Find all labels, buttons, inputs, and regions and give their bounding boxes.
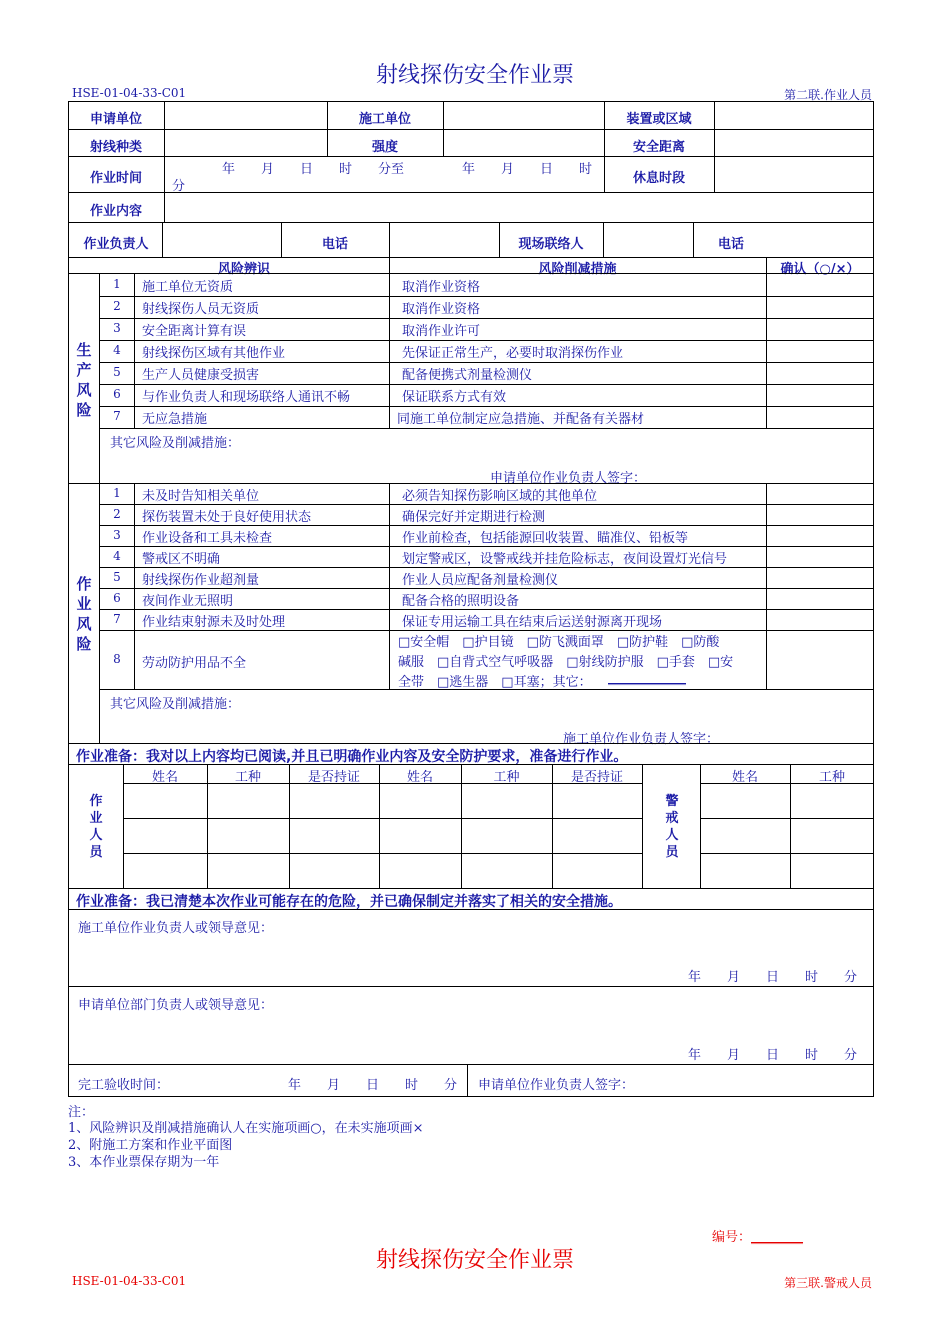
time-to[interactable]: 年 月 日 时 bbox=[462, 162, 593, 177]
risk-no: 3 bbox=[113, 528, 121, 542]
confirm-cell[interactable] bbox=[767, 568, 873, 587]
confirm-cell[interactable] bbox=[767, 407, 873, 427]
risk-no: 6 bbox=[113, 387, 121, 401]
measure-text: 取消作业资格 bbox=[402, 280, 481, 295]
work-time-label: 作业时间 bbox=[89, 171, 142, 186]
risk-no: 1 bbox=[113, 486, 121, 500]
work-content-label: 作业内容 bbox=[89, 204, 142, 219]
risk-no: 1 bbox=[113, 277, 121, 291]
page-title: 射线探伤安全作业票 bbox=[375, 63, 574, 88]
copy-label-3: 第三联.警戒人员 bbox=[784, 1276, 872, 1290]
measure-text: 保证专用运输工具在结束后运送射源离开现场 bbox=[402, 615, 663, 630]
risk-no: 7 bbox=[113, 612, 121, 626]
note-2: 2、附施工方案和作业平面图 bbox=[68, 1138, 233, 1153]
measure-text: 取消作业许可 bbox=[402, 324, 481, 339]
risk-text: 夜间作业无照明 bbox=[142, 594, 234, 609]
confirm-cell[interactable] bbox=[767, 341, 873, 361]
ppe-other-blank[interactable]: ____________ bbox=[608, 671, 686, 686]
col-cert: 是否持证 bbox=[307, 770, 360, 785]
risk-text: 未及时告知相关单位 bbox=[142, 489, 260, 504]
prep-statement-1: 作业准备：我对以上内容均已阅读,并且已明确作业内容及安全防护要求，准备进行作业。 bbox=[76, 749, 628, 765]
ppe-line3[interactable]: 全带 □逃生器 □耳塞；其它： bbox=[398, 675, 592, 690]
phone2-field[interactable] bbox=[770, 223, 873, 257]
col-name: 姓名 bbox=[406, 770, 433, 785]
confirm-cell[interactable] bbox=[767, 385, 873, 405]
guards-label: 警 戒 人 员 bbox=[665, 794, 679, 860]
risk-no: 5 bbox=[113, 365, 121, 379]
confirm-cell[interactable] bbox=[767, 547, 873, 566]
risk-no: 2 bbox=[113, 299, 121, 313]
prod-other-label: 其它风险及削减措施： bbox=[110, 436, 241, 451]
measure-text: 必须告知探伤影响区域的其他单位 bbox=[402, 489, 598, 504]
opinion1-date: 年 月 日 时 分 bbox=[688, 970, 858, 985]
measure-text: 确保完好并定期进行检测 bbox=[402, 510, 546, 525]
time-from[interactable]: 年 月 日 时 分至 bbox=[222, 162, 405, 177]
risk-text: 与作业负责人和现场联络人通讯不畅 bbox=[142, 390, 351, 405]
confirm-cell[interactable] bbox=[767, 589, 873, 608]
confirm-cell[interactable] bbox=[767, 297, 873, 317]
serial-label: 编号： bbox=[712, 1230, 752, 1245]
site-contact-label: 现场联络人 bbox=[518, 237, 584, 252]
measures-header: 风险削减措施 bbox=[538, 262, 617, 277]
confirm-cell[interactable] bbox=[767, 275, 873, 295]
risk-text: 劳动防护用品不全 bbox=[142, 656, 247, 671]
work-leader-field[interactable] bbox=[163, 223, 281, 257]
col-cert: 是否持证 bbox=[570, 770, 623, 785]
work-leader-label: 作业负责人 bbox=[83, 237, 149, 252]
safe-distance-field[interactable] bbox=[715, 130, 873, 156]
page-title-copy3: 射线探伤安全作业票 bbox=[375, 1248, 574, 1273]
form-code-copy3: HSE-01-04-33-C01 bbox=[72, 1274, 187, 1288]
note-3: 3、本作业票保存期为一年 bbox=[68, 1155, 220, 1170]
completion-label: 完工验收时间： bbox=[78, 1078, 170, 1093]
ray-type-field[interactable] bbox=[165, 130, 327, 156]
col-trade: 工种 bbox=[234, 770, 261, 785]
phone-label: 电话 bbox=[321, 237, 348, 252]
workers-label: 作 业 人 员 bbox=[89, 794, 103, 860]
rest-period-label: 休息时段 bbox=[632, 171, 685, 186]
risk-no: 7 bbox=[113, 409, 121, 423]
risk-text: 生产人员健康受损害 bbox=[142, 368, 260, 383]
measure-text: 配备便携式剂量检测仪 bbox=[402, 368, 533, 383]
measure-text: 配备合格的照明设备 bbox=[402, 594, 520, 609]
confirm-cell[interactable] bbox=[767, 505, 873, 524]
device-area-field[interactable] bbox=[715, 102, 873, 129]
measure-text: 作业人员应配备剂量检测仪 bbox=[402, 573, 559, 588]
risk-text: 射线探伤区域有其他作业 bbox=[142, 346, 286, 361]
risk-no: 5 bbox=[113, 570, 121, 584]
work-content-field[interactable] bbox=[165, 193, 873, 222]
col-trade: 工种 bbox=[493, 770, 520, 785]
risk-text: 施工单位无资质 bbox=[142, 280, 234, 295]
opinion2-label: 申请单位部门负责人或领导意见： bbox=[78, 998, 274, 1013]
risk-text: 安全距离计算有误 bbox=[142, 324, 247, 339]
work-risk-label: 作 业 风 险 bbox=[76, 575, 92, 653]
col-name: 姓名 bbox=[731, 770, 758, 785]
risk-id-header: 风险辨识 bbox=[217, 262, 270, 277]
opinion2-field[interactable] bbox=[69, 1012, 873, 1040]
col-name: 姓名 bbox=[151, 770, 178, 785]
production-risk-label: 生 产 风 险 bbox=[76, 341, 92, 419]
confirm-cell[interactable] bbox=[767, 610, 873, 629]
confirm-cell[interactable] bbox=[767, 526, 873, 545]
device-area-label: 装置或区域 bbox=[626, 112, 692, 127]
opinion1-field[interactable] bbox=[69, 935, 873, 963]
measure-text: 先保证正常生产，必要时取消探伤作业 bbox=[402, 346, 624, 361]
work-other-label: 其它风险及削减措施： bbox=[110, 697, 241, 712]
time-minute: 分 bbox=[172, 179, 186, 194]
measure-text: 同施工单位制定应急措施、并配备有关器材 bbox=[397, 412, 645, 427]
copy-label: 第二联.作业人员 bbox=[784, 88, 872, 102]
confirm-header: 确认（○/×） bbox=[780, 262, 860, 277]
applicant-unit-field[interactable] bbox=[165, 102, 327, 129]
risk-no: 8 bbox=[113, 652, 121, 666]
applicant-unit-label: 申请单位 bbox=[89, 112, 142, 127]
intensity-field[interactable] bbox=[444, 130, 604, 156]
col-trade: 工种 bbox=[818, 770, 845, 785]
ray-type-label: 射线种类 bbox=[89, 140, 142, 155]
ppe-line1[interactable]: □安全帽 □护目镜 □防飞溅面罩 □防护鞋 □防酸 bbox=[398, 635, 720, 650]
prod-sign-label: 申请单位作业负责人签字： bbox=[490, 471, 647, 486]
ppe-line2[interactable]: 碱服 □自背式空气呼吸器 □射线防护服 □手套 □安 bbox=[398, 655, 734, 670]
opinion1-label: 施工单位作业负责人或领导意见： bbox=[78, 921, 274, 936]
risk-no: 4 bbox=[113, 549, 121, 563]
risk-text: 作业结束射源未及时处理 bbox=[142, 615, 286, 630]
confirm-cell[interactable] bbox=[767, 319, 873, 339]
completion-date[interactable]: 年 月 日 时 分 bbox=[288, 1078, 458, 1093]
opinion2-date: 年 月 日 时 分 bbox=[688, 1048, 858, 1063]
site-contact-field[interactable] bbox=[604, 223, 693, 257]
measure-text: 划定警戒区，设警戒线并挂危险标志，夜间设置灯光信号 bbox=[402, 552, 728, 567]
measure-text: 作业前检查，包括能源回收装置、瞄准仪、铅板等 bbox=[402, 531, 689, 546]
confirm-cell[interactable] bbox=[767, 484, 873, 503]
notes-head: 注： bbox=[68, 1105, 95, 1120]
confirm-cell[interactable] bbox=[767, 363, 873, 383]
form-code: HSE-01-04-33-C01 bbox=[72, 86, 187, 100]
risk-no: 3 bbox=[113, 321, 121, 335]
risk-text: 探伤装置未处于良好使用状态 bbox=[142, 510, 312, 525]
completion-sign: 申请单位作业负责人签字： bbox=[478, 1078, 635, 1093]
note-1: 1、风险辨识及削减措施确认人在实施项画○，在未实施项画× bbox=[68, 1121, 424, 1136]
risk-no: 6 bbox=[113, 591, 121, 605]
phone2-label: 电话 bbox=[717, 237, 744, 252]
rest-period-field[interactable] bbox=[715, 157, 873, 192]
prep-statement-2: 作业准备：我已清楚本次作业可能存在的危险，并已确保制定并落实了相关的安全措施。 bbox=[76, 894, 622, 910]
risk-no: 2 bbox=[113, 507, 121, 521]
safe-distance-label: 安全距离 bbox=[632, 140, 685, 155]
construction-unit-field[interactable] bbox=[444, 102, 604, 129]
intensity-label: 强度 bbox=[371, 140, 398, 155]
serial-blank[interactable]: ________ bbox=[751, 1230, 804, 1245]
risk-text: 警戒区不明确 bbox=[142, 552, 221, 567]
construction-unit-label: 施工单位 bbox=[358, 112, 411, 127]
risk-no: 4 bbox=[113, 343, 121, 357]
phone-field[interactable] bbox=[390, 223, 499, 257]
risk-text: 无应急措施 bbox=[142, 412, 208, 427]
work-sign-label: 施工单位作业负责人签字： bbox=[563, 732, 720, 747]
measure-text: 取消作业资格 bbox=[402, 302, 481, 317]
risk-text: 射线探伤作业超剂量 bbox=[142, 573, 260, 588]
risk-text: 射线探伤人员无资质 bbox=[142, 302, 260, 317]
risk-text: 作业设备和工具未检查 bbox=[142, 531, 273, 546]
measure-text: 保证联系方式有效 bbox=[402, 390, 507, 405]
